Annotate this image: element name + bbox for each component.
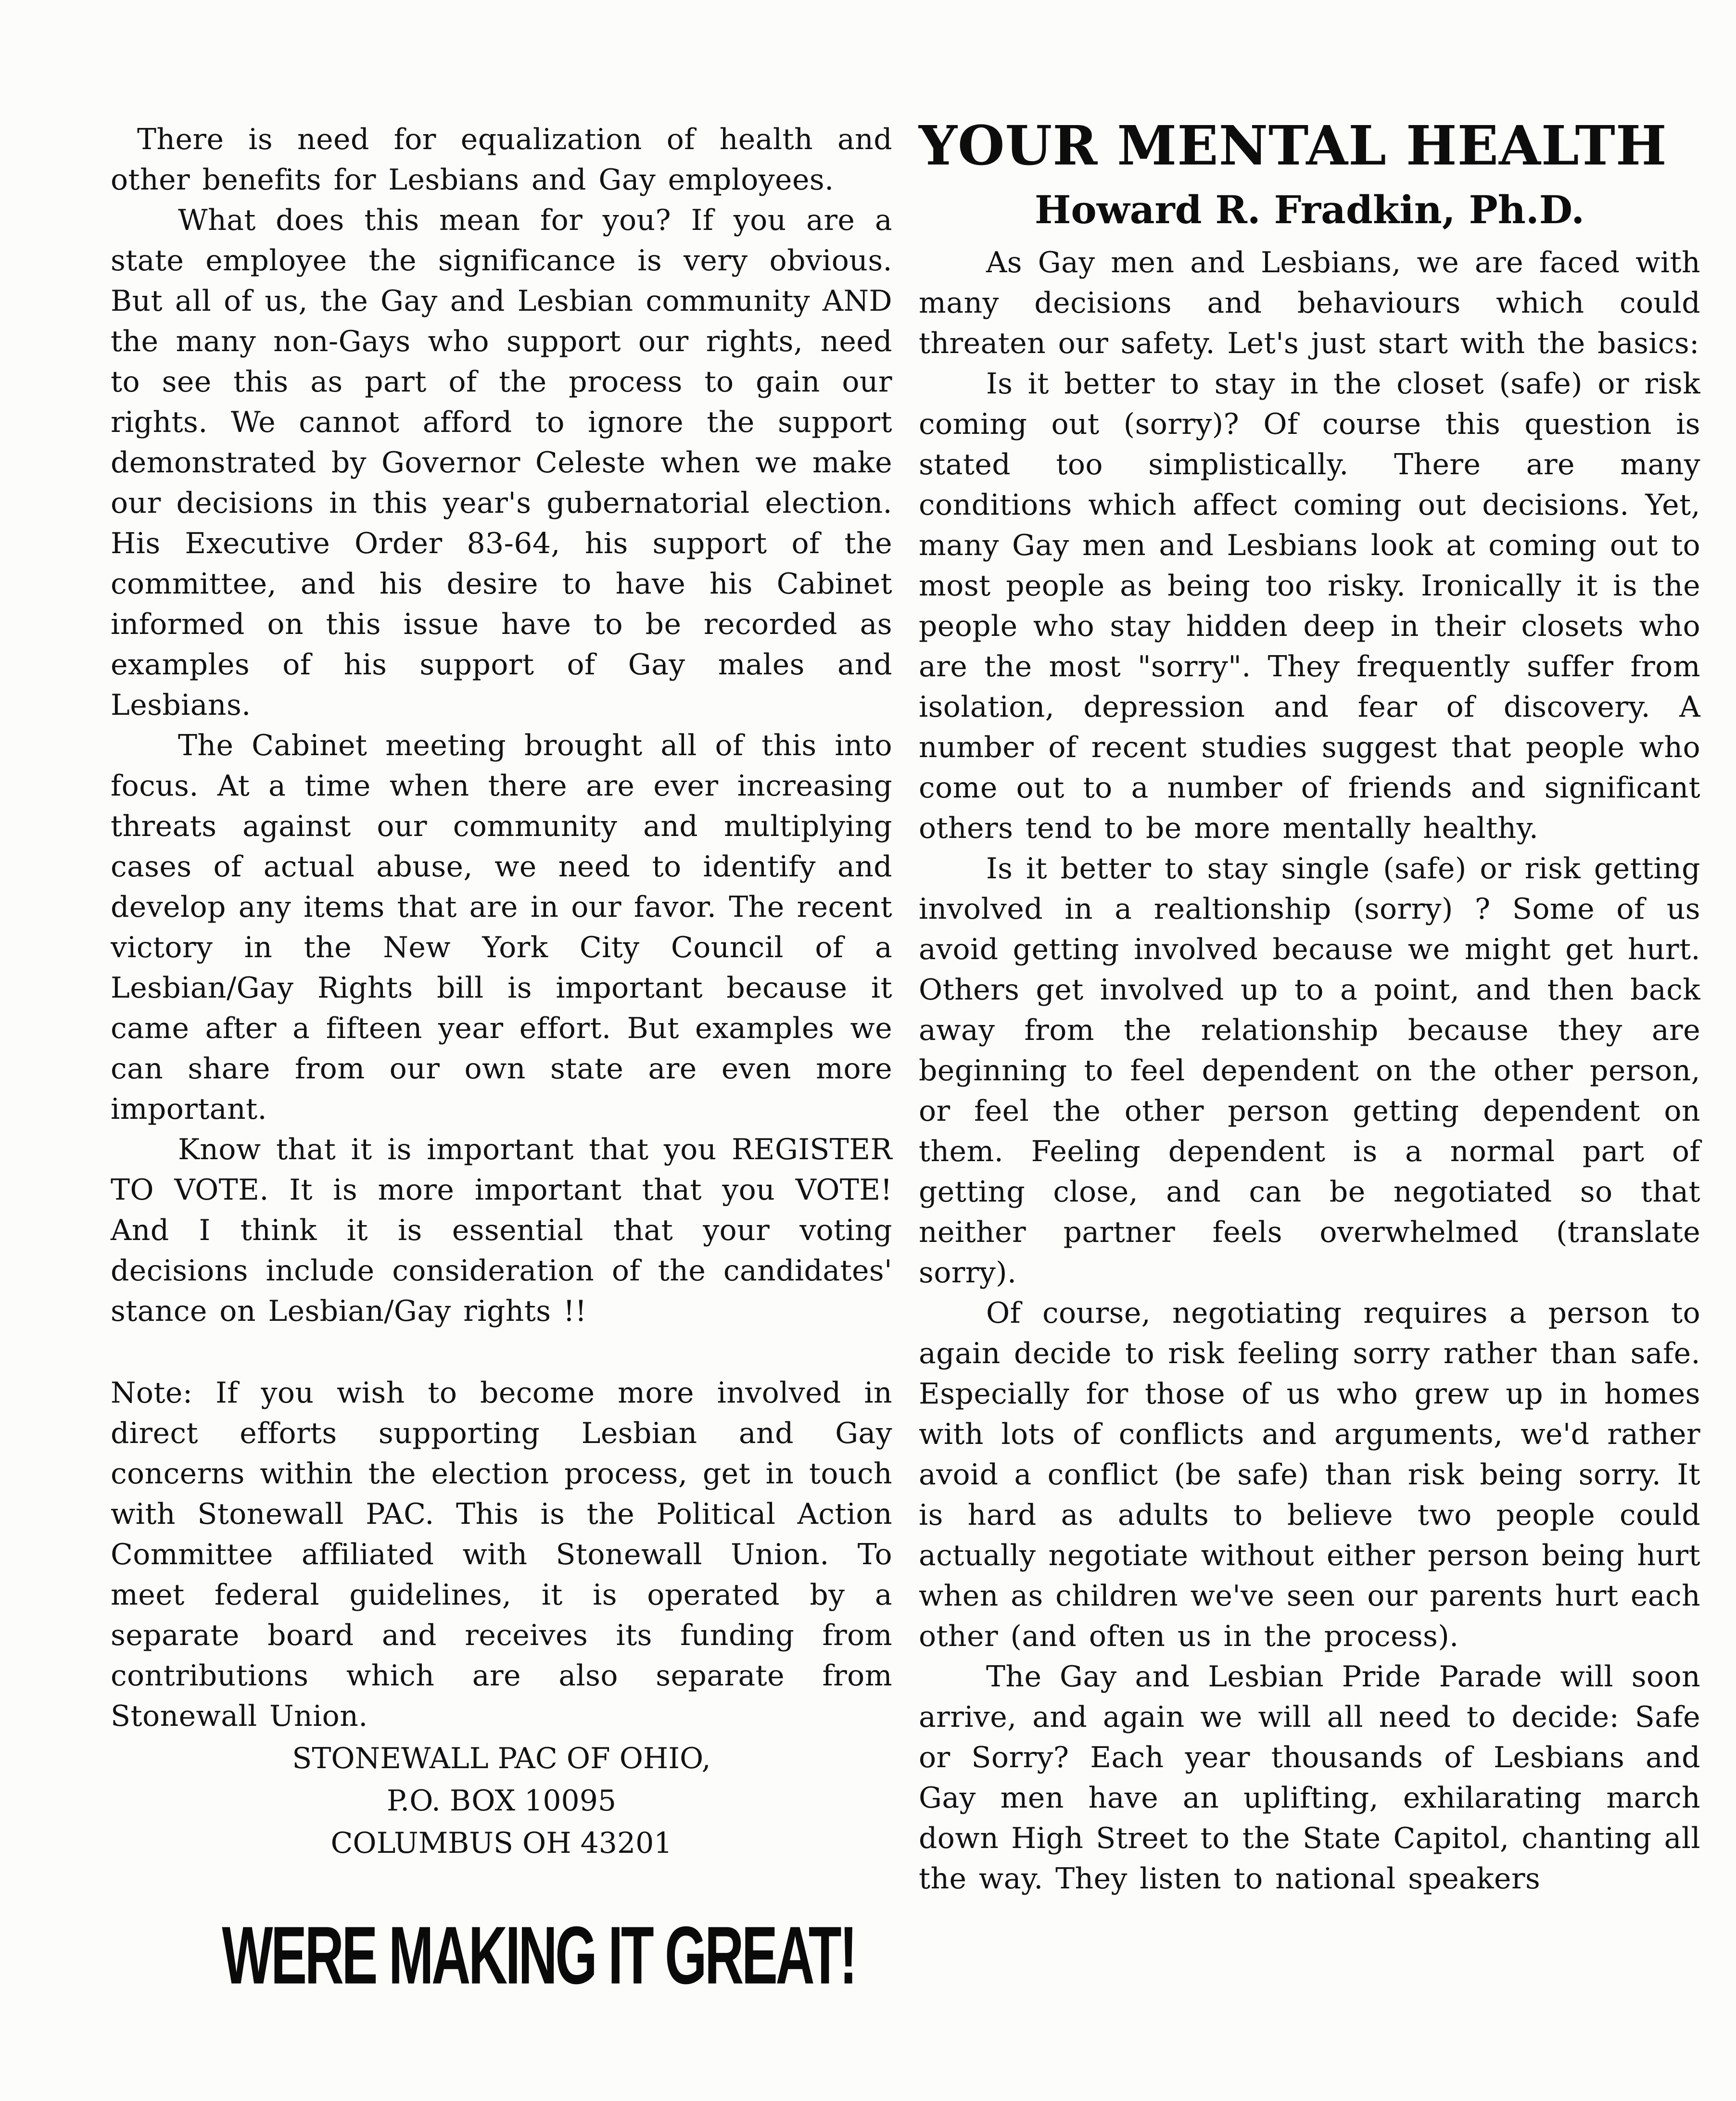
article-paragraph: The Gay and Lesbian Pride Parade will soon arrive, and again we will all need to decide: Safe or Sorry? Each year thousands of Lesbians and Gay men have an uplifting, exhilarating march down High Street to the State Capitol, chanting all the way. They listen to national speakers bbox=[919, 1660, 1700, 1896]
slogan-banner bbox=[111, 1909, 892, 2001]
article-paragraph: Is it better to stay in the closet (safe) or risk coming out (sorry)? Of course this question is stated too simplistically. There are many conditions which affect coming out decisions. Yet, many Gay men and Lesbians look at coming out to most people as being too risky. Ironically it is the people who stay hidden deep in their closets who are the most "sorry". They frequently suffer from isolation, depression and fear of discovery. A number of recent studies suggest that people who come out to a number of friends and significant others tend to be more mentally healthy. bbox=[919, 367, 1700, 845]
article-title: YOUR MENTAL HEALTH bbox=[919, 114, 1667, 177]
article-paragraph: Is it better to stay single (safe) or risk getting involved in a realtionship (sorry) ? Some of us avoid getting involved because we might get hurt. Others get involved up to a point, and then back away from the relationship because they are beginning to feel dependent on the other person, or feel the other person getting dependent on them. Feeling dependent is a normal part of getting close, and can be negotiated so that neither partner feels overwhelmed (translate sorry). bbox=[919, 852, 1700, 1290]
article-paragraph: The Cabinet meeting brought all of this into focus. At a time when there are ever increasing threats against our community and multiplying cases of actual abuse, we need to identify and develop any items that are in our favor. The recent victory in the New York City Council of a Lesbian/Gay Rights bill is important because it came after a fifteen year effort. But examples we can share from our own state are even more important. bbox=[111, 729, 892, 1126]
article-paragraph: There is need for equalization of health and other benefits for Lesbians and Gay employees. bbox=[111, 123, 892, 197]
article-byline: Howard R. Fradkin, Ph.D. bbox=[1034, 187, 1585, 232]
left-column bbox=[111, 119, 892, 2001]
note-paragraph: Note: If you wish to become more involved in direct efforts supporting Lesbian and Gay concerns within the election process, get in touch with Stonewall PAC. This is the Political Action Committee affiliated with Stonewall Union. To meet federal guidelines, it is operated by a separate board and receives its funding from contributions which are also separate from Stonewall Union. bbox=[111, 1376, 892, 1733]
article-paragraph: What does this mean for you? If you are a state employee the significance is very obvious. But all of us, the Gay and Lesbian community AND the many non-Gays who support our rights, need to see this as part of the process to gain our rights. We cannot afford to ignore the support demonstrated by Governor Celeste when we make our decisions in this year's gubernatorial election. His Executive Order 83-64, his support of the committee, and his desire to have his Cabinet informed on this issue have to be recorded as examples of his support of Gay males and Lesbians. bbox=[111, 203, 892, 722]
address-block bbox=[111, 1737, 892, 1864]
article-paragraph: Know that it is important that you REGISTER TO VOTE. It is more important that you VOTE! And I think it is essential that your voting decisions include consideration of the candidates' stance on Lesbian/Gay rights !! bbox=[111, 1133, 892, 1328]
article-paragraph: Of course, negotiating requires a person to again decide to risk feeling sorry rather than safe. Especially for those of us who grew up in homes with lots of conflicts and arguments, we'd rather avoid a conflict (be safe) than risk being sorry. It is hard as adults to believe two people could actually negotiate without either person being hurt when as children we've seen our parents hurt each other (and often us in the process). bbox=[919, 1296, 1700, 1653]
address-line-org: STONEWALL PAC OF OHIO, bbox=[292, 1742, 711, 1775]
slogan-text: WERE MAKING IT GREAT! bbox=[222, 1910, 856, 2001]
right-column bbox=[919, 114, 1700, 1899]
two-column-layout bbox=[111, 114, 1702, 2001]
address-line-po-box: P.O. BOX 10095 bbox=[386, 1784, 617, 1818]
address-line-city: COLUMBUS OH 43201 bbox=[330, 1826, 672, 1860]
article-paragraph: As Gay men and Lesbians, we are faced with many decisions and behaviours which could threaten our safety. Let's just start with the basics: bbox=[919, 246, 1700, 360]
